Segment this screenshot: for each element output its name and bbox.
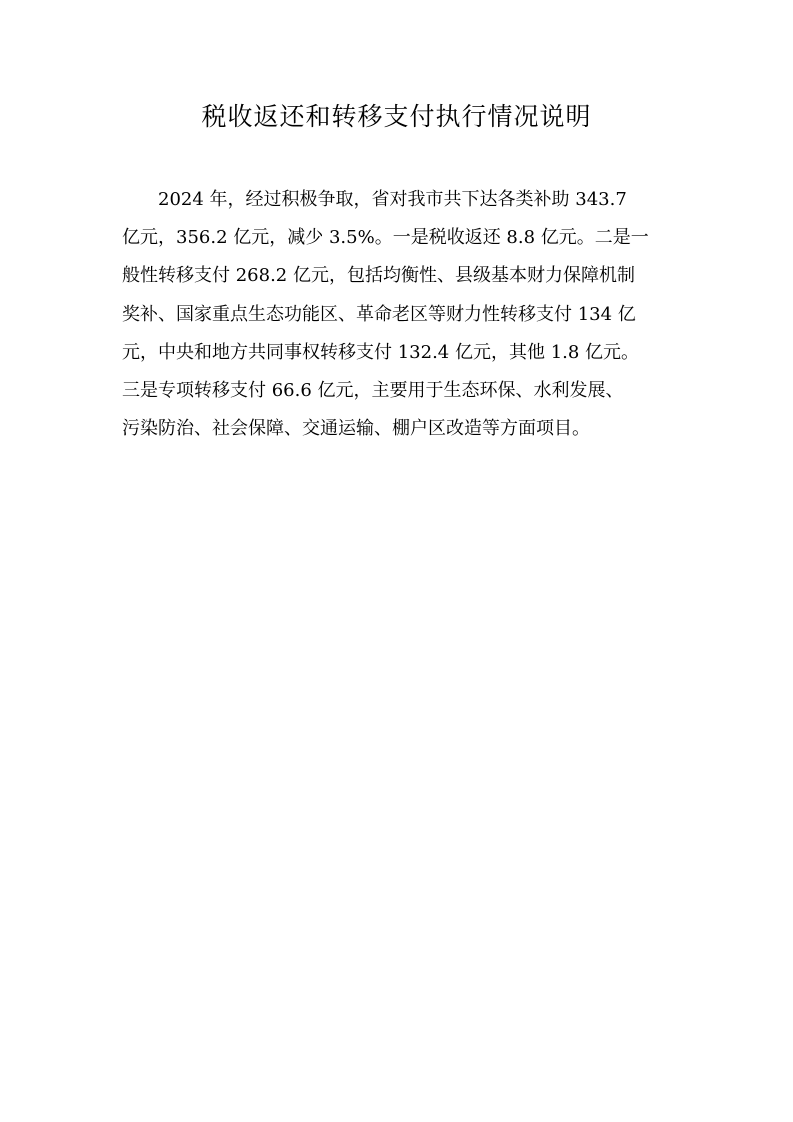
paragraph-line: 三是专项转移支付 66.6 亿元，主要用于生态环保、水利发展、 (122, 379, 624, 401)
paragraph-line: 奖补、国家重点生态功能区、革命老区等财力性转移支付 134 亿 (122, 303, 636, 325)
paragraph-line: 般性转移支付 268.2 亿元，包括均衡性、县级基本财力保障机制 (122, 265, 635, 287)
paragraph-line: 2024 年，经过积极争取，省对我市共下达各类补助 343.7 (122, 189, 627, 210)
document-title: 税收返还和转移支付执行情况说明 (201, 102, 592, 131)
body-paragraph (122, 181, 682, 448)
paragraph-line: 污染防治、社会保障、交通运输、棚户区改造等方面项目。 (122, 418, 590, 440)
paragraph-line: 元，中央和地方共同事权转移支付 132.4 亿元，其他 1.8 亿元。 (122, 341, 640, 363)
paragraph-line: 亿元，356.2 亿元，减少 3.5%。一是税收返还 8.8 亿元。二是一 (122, 227, 649, 249)
